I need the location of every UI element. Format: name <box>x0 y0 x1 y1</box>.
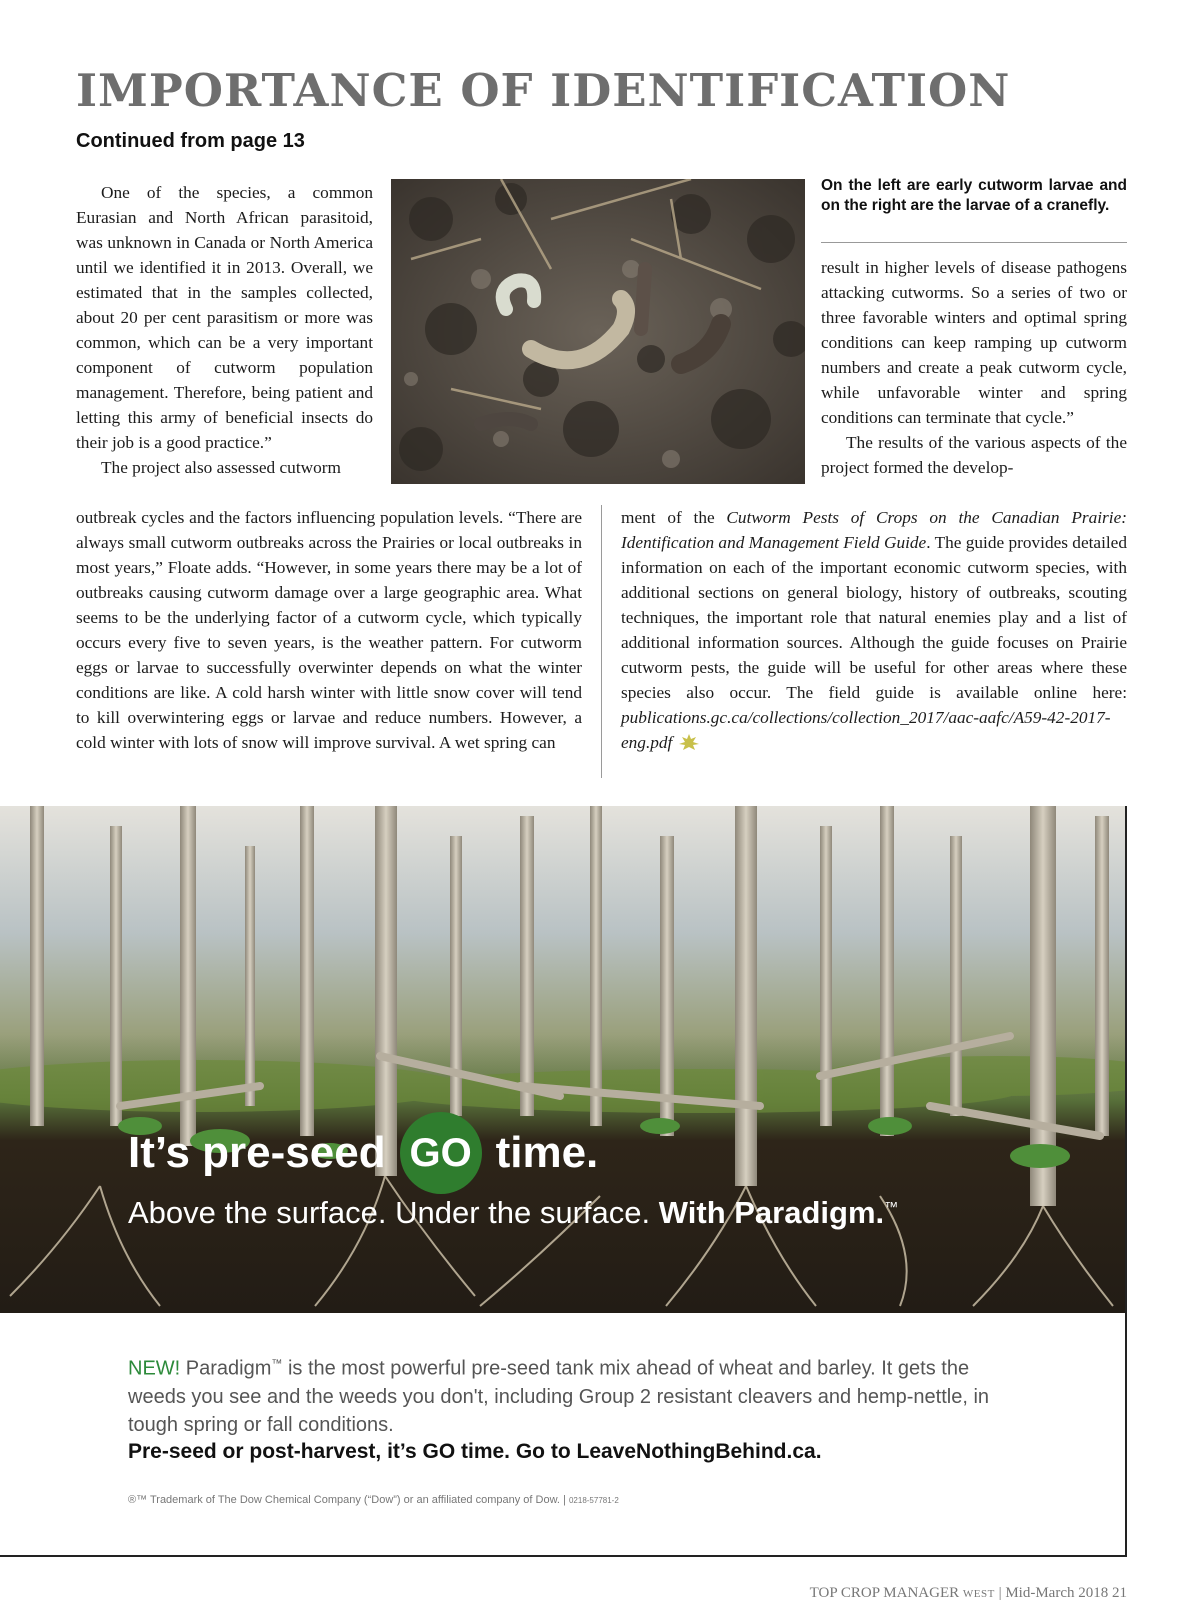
paragraph: The project also assessed cutworm <box>101 458 341 477</box>
subline-text: Above the surface. Under the surface. <box>128 1195 651 1230</box>
trademark-symbol: ™ <box>884 1198 899 1215</box>
issue-date: Mid-March 2018 <box>1005 1585 1109 1601</box>
magazine-name: TOP CROP MANAGER <box>809 1585 960 1601</box>
ad-subline <box>128 1195 898 1231</box>
photo-caption: On the left are early cutworm larvae and on the right are the larvae of a cranefly. <box>821 177 1127 214</box>
paragraph <box>621 505 1127 755</box>
cutworm-larvae-photo <box>391 179 805 484</box>
headline-start: It’s pre-seed <box>128 1128 386 1177</box>
paragraph: result in higher levels of disease pathogens attacking cutworms. So a series of two or three favorable winters and optimal spring conditions can keep ramping up cutworm numbers and create a peak cutworm cycle, while unfavorable winter and spring conditions can terminate that cycle.” <box>821 258 1127 427</box>
column-right-top <box>821 255 1127 480</box>
column-left-bottom <box>76 505 582 755</box>
headline-end: time. <box>495 1128 599 1177</box>
leaf-icon <box>678 733 700 751</box>
page-footer <box>810 1585 1127 1602</box>
column-left-top <box>76 180 373 480</box>
brand-name: Paradigm <box>185 1357 272 1380</box>
column-divider <box>601 505 602 778</box>
paragraph: outbreak cycles and the factors influencing population levels. “There are always small cutworm outbreaks across the Prairies or local outbreaks in most years,” Floate adds. “However, in some years there may be a lot of outbreaks causing cutworm damage over a large geographic area. What seems to be the underlying factor of a cutworm cycle, which typically occurs every five to seven years, is the weather pattern. For cutworm eggs or larvae to successfully overwinter depends on what the winter conditions are like. A cold harsh winter with little snow cover will tend to kill overwintering eggs or larvae and reduce numbers. However, a cold winter with lots of snow will improve survival. A wet spring can <box>76 508 582 752</box>
subline-brand: With Paradigm. <box>658 1195 885 1230</box>
ad-body-copy <box>128 1350 1028 1439</box>
ad-field-photo <box>0 806 1125 1313</box>
guide-description: . The guide provides detailed information on each of the important economic cutworm species, with additional sections on general biology, history of outbreaks, scouting techniques, the important role that natural enemies play and a list of additional information sources. Although the guide focuses on Prairie cutworm pests, the guide will be useful for other areas where these species also occur. The field guide is available online here: <box>621 533 1127 702</box>
caption-divider <box>821 242 1127 243</box>
page-number: 21 <box>1112 1585 1127 1601</box>
copy-text: is the most powerful pre-seed tank mix ahead of wheat and barley. It gets the weeds you see and the weeds you don't, including Group 2 resistant cleavers and hemp-nettle, in tough spring or fall conditions. <box>128 1357 990 1436</box>
footer-separator: | <box>998 1585 1002 1601</box>
ad-trademark-notice <box>128 1494 619 1506</box>
ad-headline <box>128 1112 598 1194</box>
new-label: NEW! <box>128 1357 181 1380</box>
guide-title: Cutworm Pests of Crops on the Canadian Prairie: Identification and Management Field Guide <box>621 508 1127 552</box>
ad-call-to-action: Pre-seed or post-harvest, it’s GO time. Go to LeaveNothingBehind.ca. <box>128 1440 822 1463</box>
trademark-symbols: ®™ <box>128 1494 148 1506</box>
magazine-edition: WEST <box>962 1588 995 1600</box>
continued-note: Continued from page 13 <box>76 130 305 152</box>
go-badge: GO <box>400 1112 482 1194</box>
paragraph: One of the species, a common Eurasian and North African parasitoid, was unknown in Canada or North America until we identified it in 2013. Overall, we estimated that in the samples collected, about 20 per cent parasitism or more was common, which can be a very important component of cutworm population management. Therefore, being patient and letting this army of beneficial insects do their job is a good practice.” <box>76 183 373 452</box>
guide-url: publications.gc.ca/collections/collection_2017/aac-aafc/A59-42-2017-eng.pdf <box>621 708 1111 752</box>
page-title: IMPORTANCE OF IDENTIFICATION <box>76 64 1011 117</box>
paragraph: The results of the various aspects of the project formed the develop- <box>821 433 1127 477</box>
column-right-bottom <box>621 505 1127 755</box>
guide-lead-text: ment of the <box>621 508 727 527</box>
trademark-separator: | <box>563 1494 566 1506</box>
ad-code: 0218-57781-2 <box>568 1496 619 1505</box>
trademark-text: Trademark of The Dow Chemical Company (“Dow”) or an affiliated company of Dow. <box>149 1494 560 1506</box>
trademark-symbol: ™ <box>271 1358 283 1370</box>
